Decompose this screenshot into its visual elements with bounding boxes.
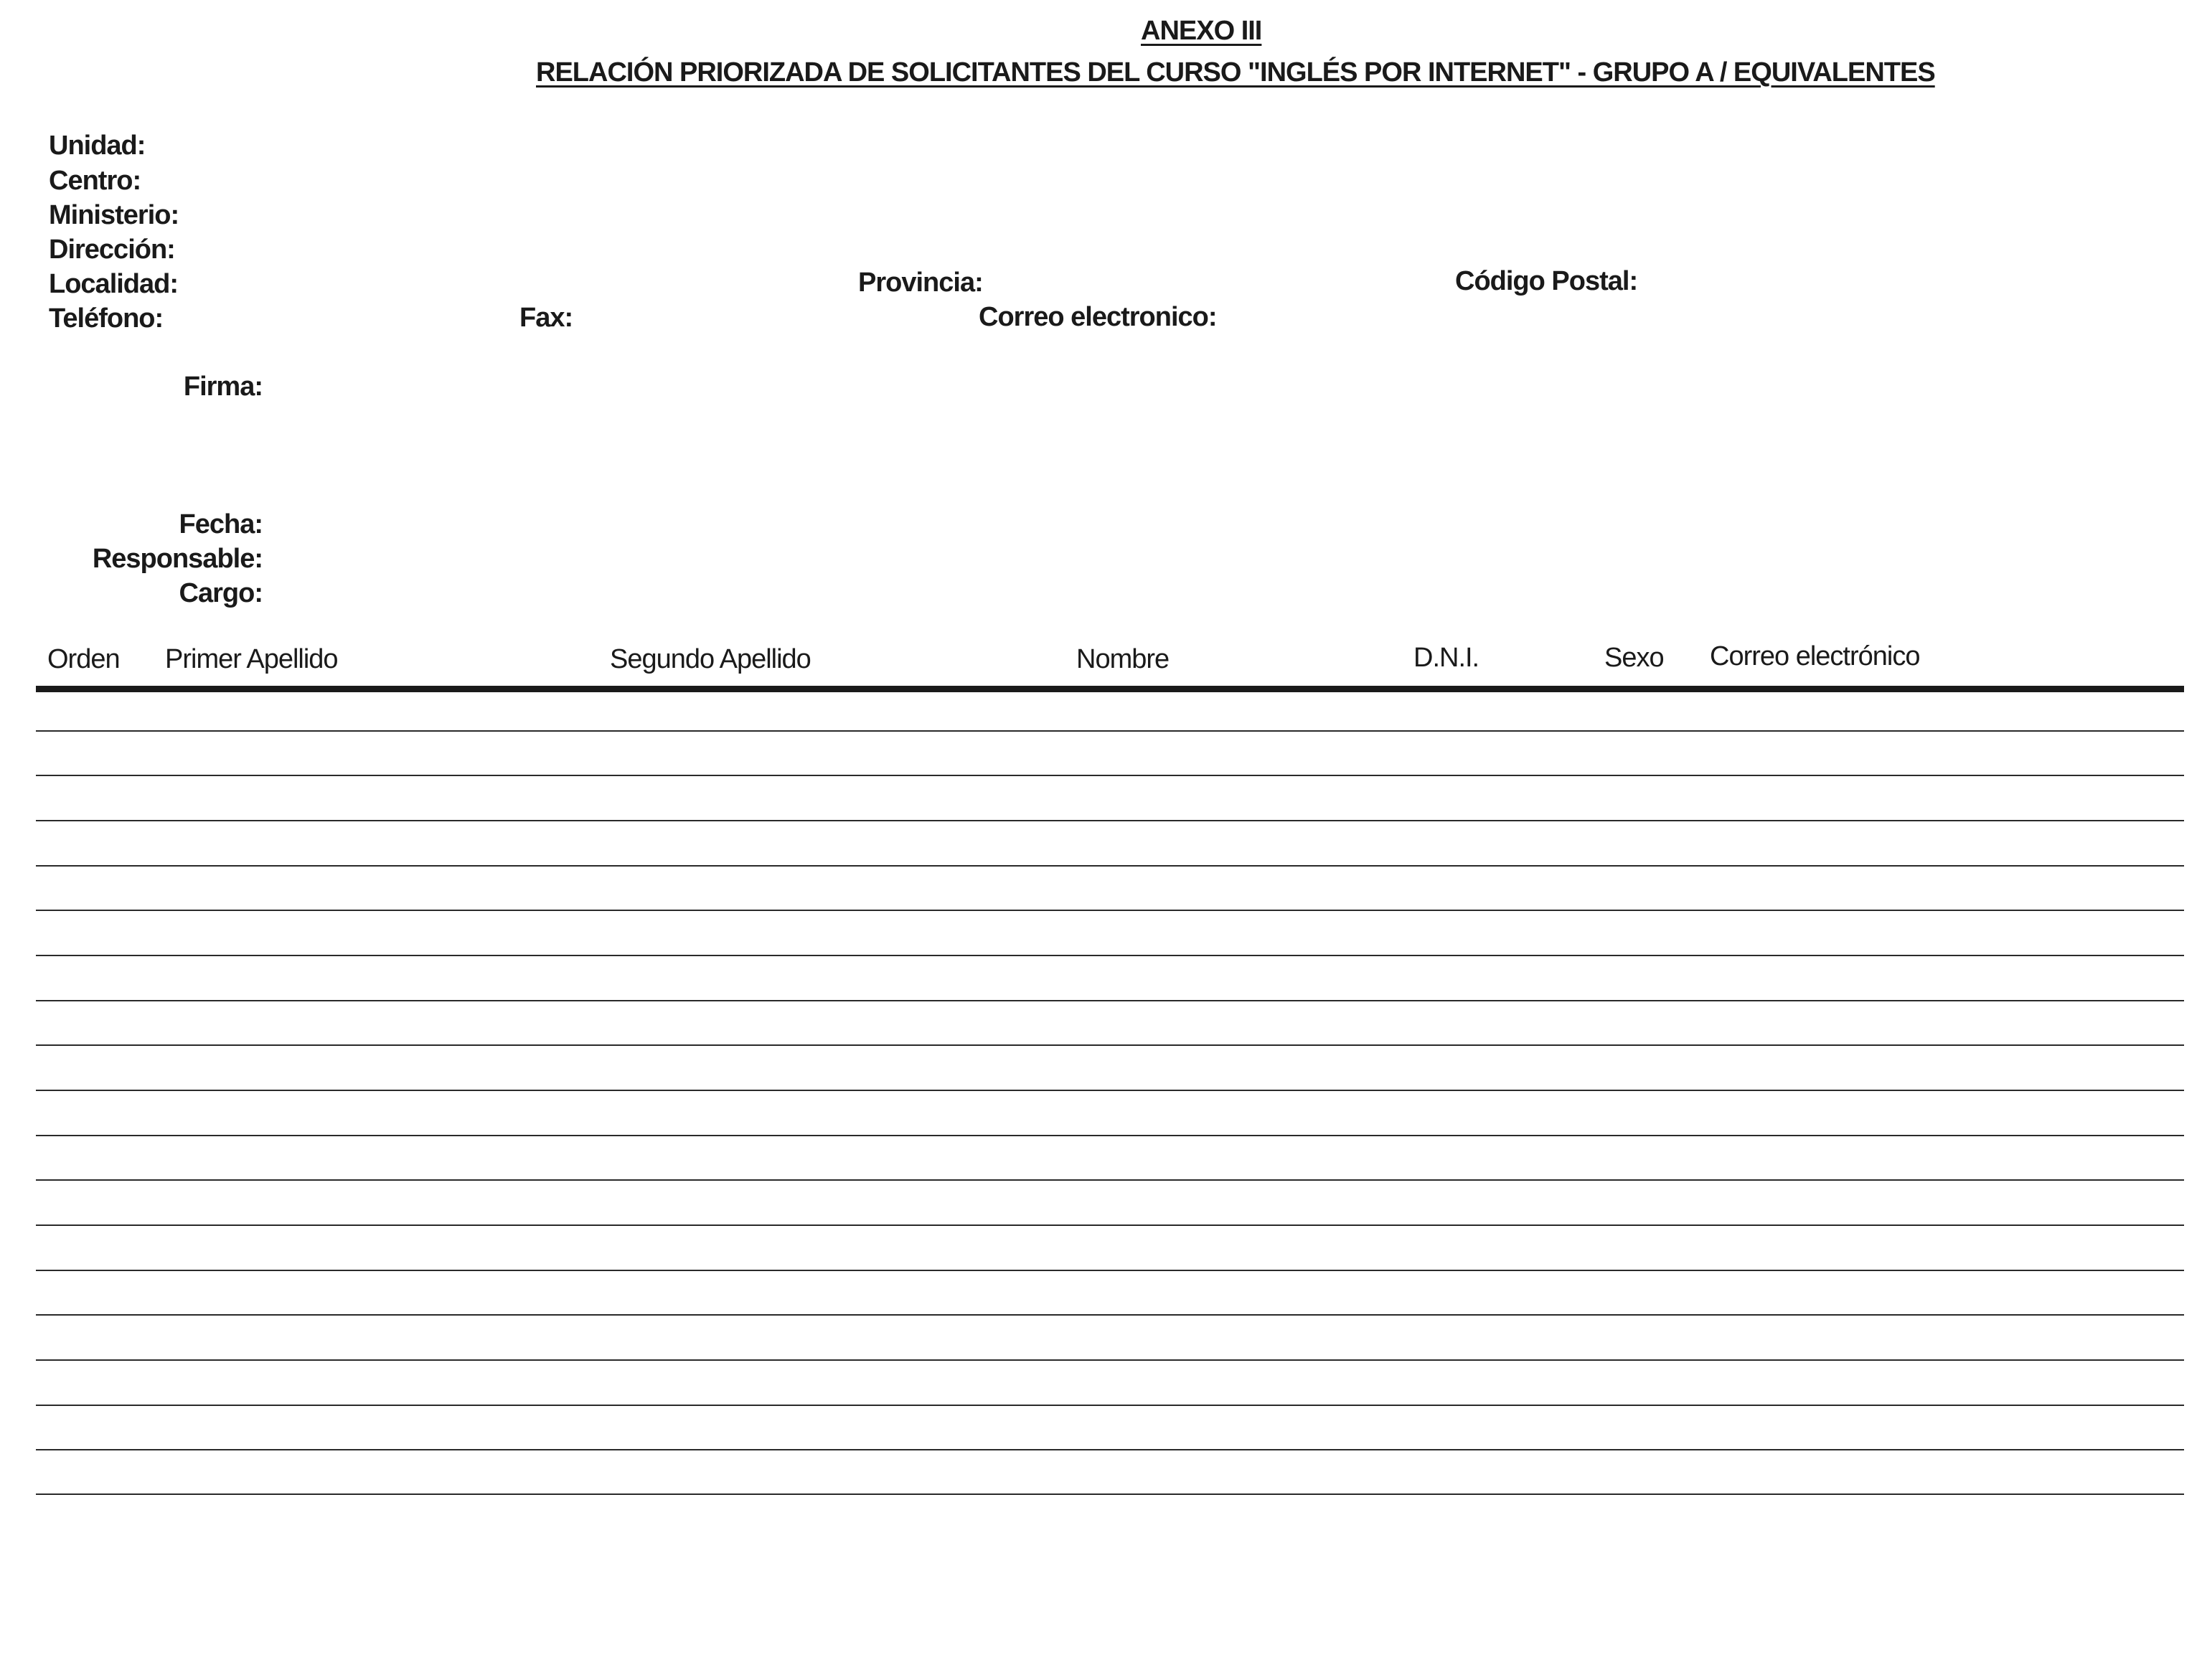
annex-title: ANEXO III (1141, 16, 1262, 46)
unidad-label: Unidad: (49, 131, 146, 161)
column-header-sexo: Sexo (1604, 643, 1664, 673)
table-row-line (36, 1135, 2184, 1136)
direccion-label: Dirección: (49, 235, 175, 265)
table-row-line (36, 1000, 2184, 1001)
column-header-dni: D.N.I. (1413, 643, 1479, 673)
table-row-line (36, 1044, 2184, 1046)
table-row-line (36, 910, 2184, 911)
table-row-line (36, 865, 2184, 867)
table-row-line (36, 1493, 2184, 1495)
responsable-label: Responsable: (92, 544, 263, 574)
table-row-line (36, 730, 2184, 732)
column-header-correo: Correo electrónico (1710, 641, 1920, 671)
column-header-segundo-apellido: Segundo Apellido (610, 644, 811, 674)
correo-label: Correo electronico: (979, 302, 1217, 332)
fax-label: Fax: (519, 303, 573, 333)
provincia-label: Provincia: (858, 268, 983, 298)
table-row-line (36, 955, 2184, 956)
table-row-line (36, 775, 2184, 776)
table-row-line (36, 1314, 2184, 1316)
column-header-nombre: Nombre (1076, 644, 1170, 674)
table-row-line (36, 1090, 2184, 1091)
table-row-line (36, 1359, 2184, 1361)
fecha-label: Fecha: (179, 509, 263, 539)
column-header-orden: Orden (47, 644, 120, 674)
table-row-line (36, 1224, 2184, 1226)
firma-label: Firma: (183, 372, 263, 402)
table-row-line (36, 1179, 2184, 1181)
codigo-postal-label: Código Postal: (1455, 266, 1638, 296)
column-header-primer-apellido: Primer Apellido (165, 644, 338, 674)
table-row-line (36, 1449, 2184, 1450)
table-header-rule (36, 686, 2184, 692)
table-row-line (36, 1270, 2184, 1271)
ministerio-label: Ministerio: (49, 200, 179, 230)
document-title: RELACIÓN PRIORIZADA DE SOLICITANTES DEL CURSO "INGLÉS POR INTERNET" - GRUPO A / EQUIVALENTES (536, 57, 1935, 88)
telefono-label: Teléfono: (49, 303, 164, 334)
table-row-line (36, 1405, 2184, 1406)
table-row-line (36, 820, 2184, 821)
cargo-label: Cargo: (179, 578, 263, 608)
centro-label: Centro: (49, 166, 141, 196)
localidad-label: Localidad: (49, 269, 179, 299)
